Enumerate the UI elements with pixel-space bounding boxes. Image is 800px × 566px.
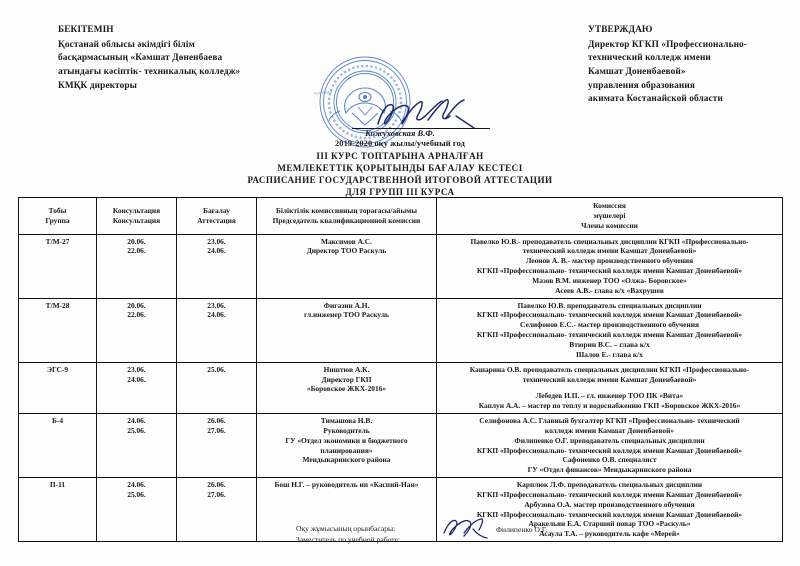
document-footer bbox=[296, 523, 548, 546]
document-title-block bbox=[0, 128, 800, 198]
table-header-row bbox=[19, 198, 783, 235]
cell-line: Павелко Ю.В.- преподаватель специальных дисциплин КГКП «Профессионально- bbox=[470, 236, 749, 246]
cell-line: 24.06. bbox=[127, 416, 146, 426]
footer-line-kazakh: Оқу жұмысының орынбасары: bbox=[296, 524, 396, 533]
cell-line: Бош Н.Г. – руководитель ип «Каспий-Нан» bbox=[274, 480, 419, 490]
header-consultation: Консультация Консультация bbox=[97, 198, 177, 235]
cell-line: Аракельян Е.А. Старший повар ТОО «Раскуль» bbox=[528, 519, 691, 529]
cell-line: 22.06. bbox=[127, 310, 146, 320]
cell-line: Мазов В.М. инженер ТОО «Олжа- Боровское» bbox=[532, 275, 687, 285]
approval-block-russian bbox=[588, 24, 800, 107]
cell-line: планирования» bbox=[320, 445, 373, 455]
signatory-name: Кожуховская В.Ф. bbox=[365, 128, 435, 138]
deputy-name: Филипенко О.Г. bbox=[496, 524, 548, 534]
title-line: ДЛЯ ГРУПП III КУРСА bbox=[345, 187, 455, 198]
cell-line: 25.06. bbox=[207, 364, 226, 374]
cell-line: Лебедев И.П. – гл. инженер ТОО ПК «Вита» bbox=[535, 391, 684, 401]
cell-line: 23.06. bbox=[207, 300, 226, 310]
cell-line: Леонов А. В.- мастер производственного обучения bbox=[525, 256, 694, 266]
table-row bbox=[19, 478, 783, 542]
cell-group bbox=[19, 414, 97, 478]
table-body bbox=[19, 234, 783, 542]
cell-line: 27.06. bbox=[207, 489, 226, 499]
cell-line: Тимашова Н.В. bbox=[320, 416, 373, 426]
cell-commission-members bbox=[437, 414, 783, 478]
header-attestation: Бағалау Аттестация bbox=[177, 198, 257, 235]
cell-chairperson bbox=[257, 298, 437, 362]
cell-consultation-dates bbox=[97, 414, 177, 478]
svg-text:ҚОСТАНАЙ: ҚОСТАНАЙ bbox=[314, 90, 333, 96]
approval-line: Камшат Доненбаевой» bbox=[588, 66, 686, 77]
cell-line: Ништюв А.К. bbox=[323, 364, 370, 374]
table-row bbox=[19, 362, 783, 413]
cell-line: Кашарина О.В. преподаватель специальных дисциплин КГКП «Профессионально- bbox=[469, 364, 750, 374]
cell-line: Б-4 bbox=[51, 416, 64, 426]
cell-line: Арбузова О.А. мастер производственного обучения bbox=[524, 499, 695, 509]
cell-line: 27.06. bbox=[207, 425, 226, 435]
cell-line: ГУ «Отдел экономики и бюджетного bbox=[285, 435, 408, 445]
cell-line: 22.06. bbox=[127, 246, 146, 256]
cell-chairperson bbox=[257, 234, 437, 298]
cell-line: 26.06. bbox=[207, 416, 226, 426]
cell-consultation-dates bbox=[97, 234, 177, 298]
cell-line: 24.06. bbox=[127, 480, 146, 490]
cell-line: гл.инженер ТОО Раскуль bbox=[304, 310, 389, 320]
title-line: РАСПИСАНИЕ ГОСУДАРСТВЕННОЙ ИТОГОВОЙ АТТЕСТАЦИИ bbox=[247, 175, 553, 186]
cell-spacer bbox=[439, 384, 780, 391]
approval-title-russian: УТВЕРЖДАЮ bbox=[588, 25, 653, 35]
title-line: МЕМЛЕКЕТТІК ҚОРЫТЫНДЫ БАҒАЛАУ КЕСТЕСІ bbox=[277, 163, 523, 174]
footer-line-russian: Заместитель по учебной работе: bbox=[296, 535, 401, 545]
cell-group bbox=[19, 478, 97, 542]
cell-line: 24.06. bbox=[127, 374, 146, 384]
cell-group bbox=[19, 298, 97, 362]
approval-line: атындағы кәсіптік- техникалық колледж» bbox=[58, 66, 241, 77]
cell-line: ГУ «Отдел финансов» Мендыкаринского района bbox=[527, 465, 692, 475]
cell-line: Селифонова А.С. Главный бухгалтер КГКП «Профессионально- технический bbox=[479, 416, 740, 426]
cell-line: 20.06. bbox=[127, 236, 146, 246]
cell-consultation-dates bbox=[97, 298, 177, 362]
approval-line: Директор КГКП «Профессионально- bbox=[588, 39, 747, 50]
cell-line: КГКП «Профессионально- технический колледж имени Камшат Доненбаевой» bbox=[476, 266, 743, 276]
approval-line: Қостанай облысы әкімдігі білім bbox=[58, 39, 195, 50]
cell-line: Филипенко О.Г. преподаватель специальных дисциплин bbox=[514, 435, 705, 445]
cell-line: колледж имени Камшат Доненбаевой» bbox=[544, 425, 675, 435]
cell-line: Мендыкаринского района bbox=[302, 455, 391, 465]
cell-line: Каплун А.А. – мастер по теплу и водоснабжению ГКП «Боровское ЖКХ-2016» bbox=[478, 401, 741, 411]
cell-line: Максимов А.С. bbox=[321, 236, 372, 246]
cell-commission-members bbox=[437, 298, 783, 362]
cell-group bbox=[19, 234, 97, 298]
cell-commission-members bbox=[437, 362, 783, 413]
cell-line: Селифонов Е.С.- мастер производственного обучения bbox=[520, 320, 699, 330]
cell-consultation-dates bbox=[97, 478, 177, 542]
header-chairperson: Біліктілік комиссияның торағасы/айымы Председатель квалификационной комиссии bbox=[257, 198, 437, 235]
cell-line: КГКП «Профессионально- технический колледж имени Камшат Доненбаевой» bbox=[476, 489, 743, 499]
academic-year: 2019-2020 оқу жылы/учебный год bbox=[334, 139, 466, 149]
cell-line: 24.06. bbox=[207, 310, 226, 320]
approval-line: басқармасының «Кәмшат Дөненбаева bbox=[58, 53, 223, 64]
cell-line: ЭГС-9 bbox=[46, 364, 69, 374]
cell-line: 25.06. bbox=[127, 489, 146, 499]
cell-line: технический колледж имени Камшат Доненбаевой» bbox=[522, 374, 697, 384]
cell-group bbox=[19, 362, 97, 413]
cell-line: 25.06. bbox=[127, 425, 146, 435]
header-group: Тобы Группа bbox=[19, 198, 97, 235]
deputy-signature bbox=[440, 517, 500, 539]
cell-line: Асаула Т.А. – руководитель кафе «Мерей» bbox=[539, 529, 680, 539]
approval-line: управления образования bbox=[588, 80, 695, 91]
attestation-schedule-table bbox=[18, 197, 783, 542]
cell-line: «Боровское ЖКХ-2016» bbox=[306, 384, 387, 394]
cell-attestation-dates bbox=[177, 414, 257, 478]
cell-line: 26.06. bbox=[207, 480, 226, 490]
cell-line: Директор ГКП bbox=[321, 374, 372, 384]
cell-line: Павелко Ю.В. преподаватель специальных дисциплин bbox=[517, 300, 702, 310]
cell-attestation-dates bbox=[177, 234, 257, 298]
table-row bbox=[19, 234, 783, 298]
director-signature bbox=[372, 98, 500, 132]
cell-line: Карплюк Л.Ф. преподаватель специальных дисциплин bbox=[516, 480, 703, 490]
cell-line: Т/М-27 bbox=[45, 236, 70, 246]
cell-attestation-dates bbox=[177, 478, 257, 542]
cell-line: КГКП «Профессионально- технический колледж имени Камшат Доненбаевой» bbox=[476, 445, 743, 455]
cell-line: Шалов Е.- глава к/х bbox=[576, 349, 643, 359]
cell-line: 23.06. bbox=[207, 236, 226, 246]
approval-title-kazakh: БЕКІТЕМІН bbox=[58, 25, 114, 35]
cell-line: КГКП «Профессионально- технический колледж имени Камшат Доненбаевой» bbox=[476, 330, 743, 340]
cell-attestation-dates bbox=[177, 362, 257, 413]
cell-line: 23.06. bbox=[127, 364, 146, 374]
cell-line: Фигазин А.Н. bbox=[323, 300, 370, 310]
cell-line: 24.06. bbox=[207, 246, 226, 256]
header-commission: Комиссия мүшелері Члены комиссии bbox=[437, 198, 783, 235]
table-row bbox=[19, 414, 783, 478]
approval-line: акимата Костанайской области bbox=[588, 94, 723, 105]
cell-attestation-dates bbox=[177, 298, 257, 362]
cell-line: Руководитель bbox=[323, 425, 370, 435]
cell-line: П-11 bbox=[49, 480, 66, 490]
approval-line: технический колледж имени bbox=[588, 53, 711, 64]
cell-line: Т/М-28 bbox=[45, 300, 70, 310]
cell-line: КГКП «Профессионально- технический колледж имени Камшат Доненбаевой» bbox=[476, 509, 743, 519]
cell-line: КГКП «Профессионально- технический колледж имени Камшат Доненбаевой» bbox=[476, 310, 743, 320]
cell-chairperson bbox=[257, 362, 437, 413]
cell-line: Асеев А.В.- глава к/х «Вахрушев bbox=[555, 285, 664, 295]
cell-line: Втюрин В.С. – глава к/х bbox=[569, 339, 650, 349]
cell-consultation-dates bbox=[97, 362, 177, 413]
cell-line: Директор ТОО Раскуль bbox=[306, 246, 387, 256]
approval-line: КМҚК директоры bbox=[58, 80, 137, 91]
table-row bbox=[19, 298, 783, 362]
cell-commission-members bbox=[437, 234, 783, 298]
cell-line: Сафоненко О.В. специалист bbox=[562, 455, 657, 465]
cell-line: 20.06. bbox=[127, 300, 146, 310]
title-line: III КУРС ТОПТАРЫНА АРНАЛҒАН bbox=[316, 151, 484, 162]
approval-block-kazakh bbox=[58, 24, 308, 93]
cell-line: технический колледж имени Камшат Доненбаевой» bbox=[522, 246, 697, 256]
cell-chairperson bbox=[257, 414, 437, 478]
